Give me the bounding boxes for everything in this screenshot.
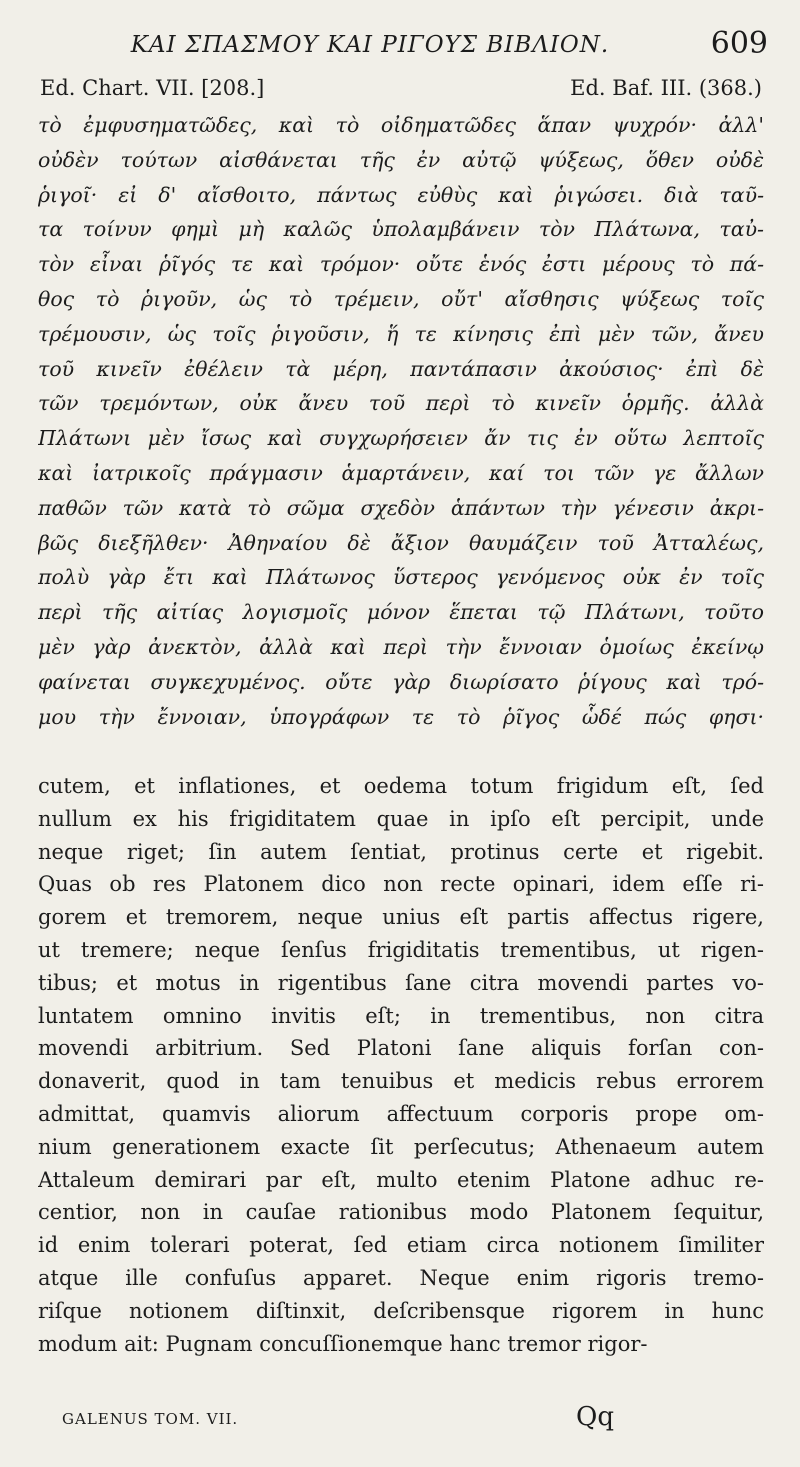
latin-line: luntatem omnino invitis eſt; in trementibus, non citra [38, 1003, 764, 1028]
latin-line: donaverit, quod in tam tenuibus et medicis rebus errorem [38, 1069, 764, 1094]
signature-note: GALENUS TOM. VII. [62, 1410, 239, 1428]
latin-text-block [38, 770, 764, 1360]
greek-line: παθῶν τῶν κατὰ τὸ σῶμα σχεδὸν ἁπάντων τὴν γένεσιν ἀκρι- [38, 495, 764, 520]
running-title: ΚΑΙ ΣΠΑΣΜΟΥ ΚΑΙ ΡΙΓΟΥΣ ΒΙΒΛΙΟΝ. [130, 32, 610, 58]
greek-line: βῶς διεξῆλθεν· Ἀθηναίου δὲ ἄξιον θαυμάζειν τοῦ Ἀτταλέως, [38, 530, 764, 555]
latin-line: gorem et tremorem, neque unius eſt partis affectus rigere, [38, 905, 764, 930]
greek-text-block [38, 108, 764, 734]
latin-line: atque ille confuſus apparet. Neque enim rigoris tremo- [38, 1265, 764, 1290]
latin-line: nium generationem exacte ſit perſecutus; Athenaeum autem [38, 1134, 764, 1159]
greek-line: Πλάτωνι μὲν ἴσως καὶ συγχωρήσειεν ἄν τις ἐν οὕτω λεπτοῖς [38, 426, 764, 451]
greek-line: φαίνεται συγκεχυμένος. οὔτε γὰρ διωρίσατο ῥίγους καὶ τρό- [38, 669, 764, 694]
latin-line: tibus; et motus in rigentibus ſane citra movendi partes vo- [38, 970, 764, 995]
greek-line: τῶν τρεμόντων, οὐκ ἄνευ τοῦ περὶ τὸ κινεῖν ὁρμῆς. ἀλλὰ [38, 391, 764, 416]
page-number: 609 [710, 26, 768, 61]
greek-line: περὶ τῆς αἰτίας λογισμοῖς μόνον ἕπεται τῷ Πλάτωνι, τοῦτο [38, 600, 764, 625]
running-header [40, 26, 768, 62]
greek-line: μὲν γὰρ ἀνεκτὸν, ἀλλὰ καὶ περὶ τὴν ἔννοιαν ὁμοίως ἐκείνῳ [38, 634, 764, 659]
latin-line: movendi arbitrium. Sed Platoni ſane aliquis forſan con- [38, 1036, 764, 1061]
latin-line: admittat, quamvis aliorum affectuum corporis prope om- [38, 1101, 764, 1126]
greek-line: τοῦ κινεῖν ἐθέλειν τὰ μέρη, παντάπασιν ἀκούσιος· ἐπὶ δὲ [38, 356, 764, 381]
latin-line: modum ait: Pugnam concuſſionemque hanc tremor rigor- [38, 1331, 648, 1356]
page-footer [40, 1402, 760, 1442]
greek-line: τα τοίνυν φημὶ μὴ καλῶς ὑπολαμβάνειν τὸν Πλάτωνα, ταὐ- [38, 217, 764, 242]
latin-line: id enim tolerari poterat, ſed etiam circa notionem ſimiliter [38, 1233, 764, 1258]
latin-line: riſque notionem diſtinxit, deſcribensque rigorem in hunc [38, 1298, 764, 1323]
latin-line: neque riget; ſin autem ſentiat, protinus certe et rigebit. [38, 839, 764, 864]
latin-line: Quas ob res Platonem dico non recte opinari, idem eſſe ri- [38, 872, 764, 897]
greek-line: τὸν εἶναι ῥῖγός τε καὶ τρόμον· οὔτε ἑνός ἐστι μέρους τὸ πά- [38, 252, 764, 277]
signature-mark: Qq [576, 1402, 614, 1432]
latin-line: nullum ex his frigiditatem quae in ipſo eſt percipit, unde [38, 806, 764, 831]
edition-basel-reference: Ed. Baf. III. (368.) [570, 76, 762, 100]
greek-line: τρέμουσιν, ὡς τοῖς ῥιγοῦσιν, ἥ τε κίνησις ἐπὶ μὲν τῶν, ἄνευ [38, 321, 764, 346]
greek-line: πολὺ γὰρ ἔτι καὶ Πλάτωνος ὕστερος γενόμενος οὐκ ἐν τοῖς [38, 565, 764, 590]
latin-line: centior, non in cauſae rationibus modo Platonem ſequitur, [38, 1200, 764, 1225]
latin-line: ut tremere; neque ſenſus frigiditatis trementibus, ut rigen- [38, 937, 764, 962]
greek-line: καὶ ἰατρικοῖς πράγμασιν ἁμαρτάνειν, καί τοι τῶν γε ἄλλων [38, 460, 764, 485]
latin-line: cutem, et inflationes, et oedema totum frigidum eſt, ſed [38, 774, 764, 798]
greek-line: μου τὴν ἔννοιαν, ὑπογράφων τε τὸ ῥῖγος ὧδέ πώς φησι· [38, 704, 764, 729]
greek-line: οὐδὲν τούτων αἰσθάνεται τῆς ἐν αὐτῷ ψύξεως, ὅθεν οὐδὲ [38, 147, 764, 172]
greek-line: ῥιγοῖ· εἰ δ' αἴσθοιτο, πάντως εὐθὺς καὶ ῥιγώσει. διὰ ταῦ- [38, 182, 764, 207]
edition-chart-reference: Ed. Chart. VII. [208.] [40, 76, 265, 100]
latin-line: Attaleum demirari par eſt, multo etenim Platone adhuc re- [38, 1167, 764, 1192]
edition-references [40, 76, 762, 106]
greek-line: τὸ ἐμφυσηματῶδες, καὶ τὸ οἰδηματῶδες ἅπαν ψυχρόν· ἀλλ' [38, 113, 764, 137]
greek-line: θος τὸ ῥιγοῦν, ὡς τὸ τρέμειν, οὔτ' αἴσθησις ψύξεως τοῖς [38, 286, 764, 311]
